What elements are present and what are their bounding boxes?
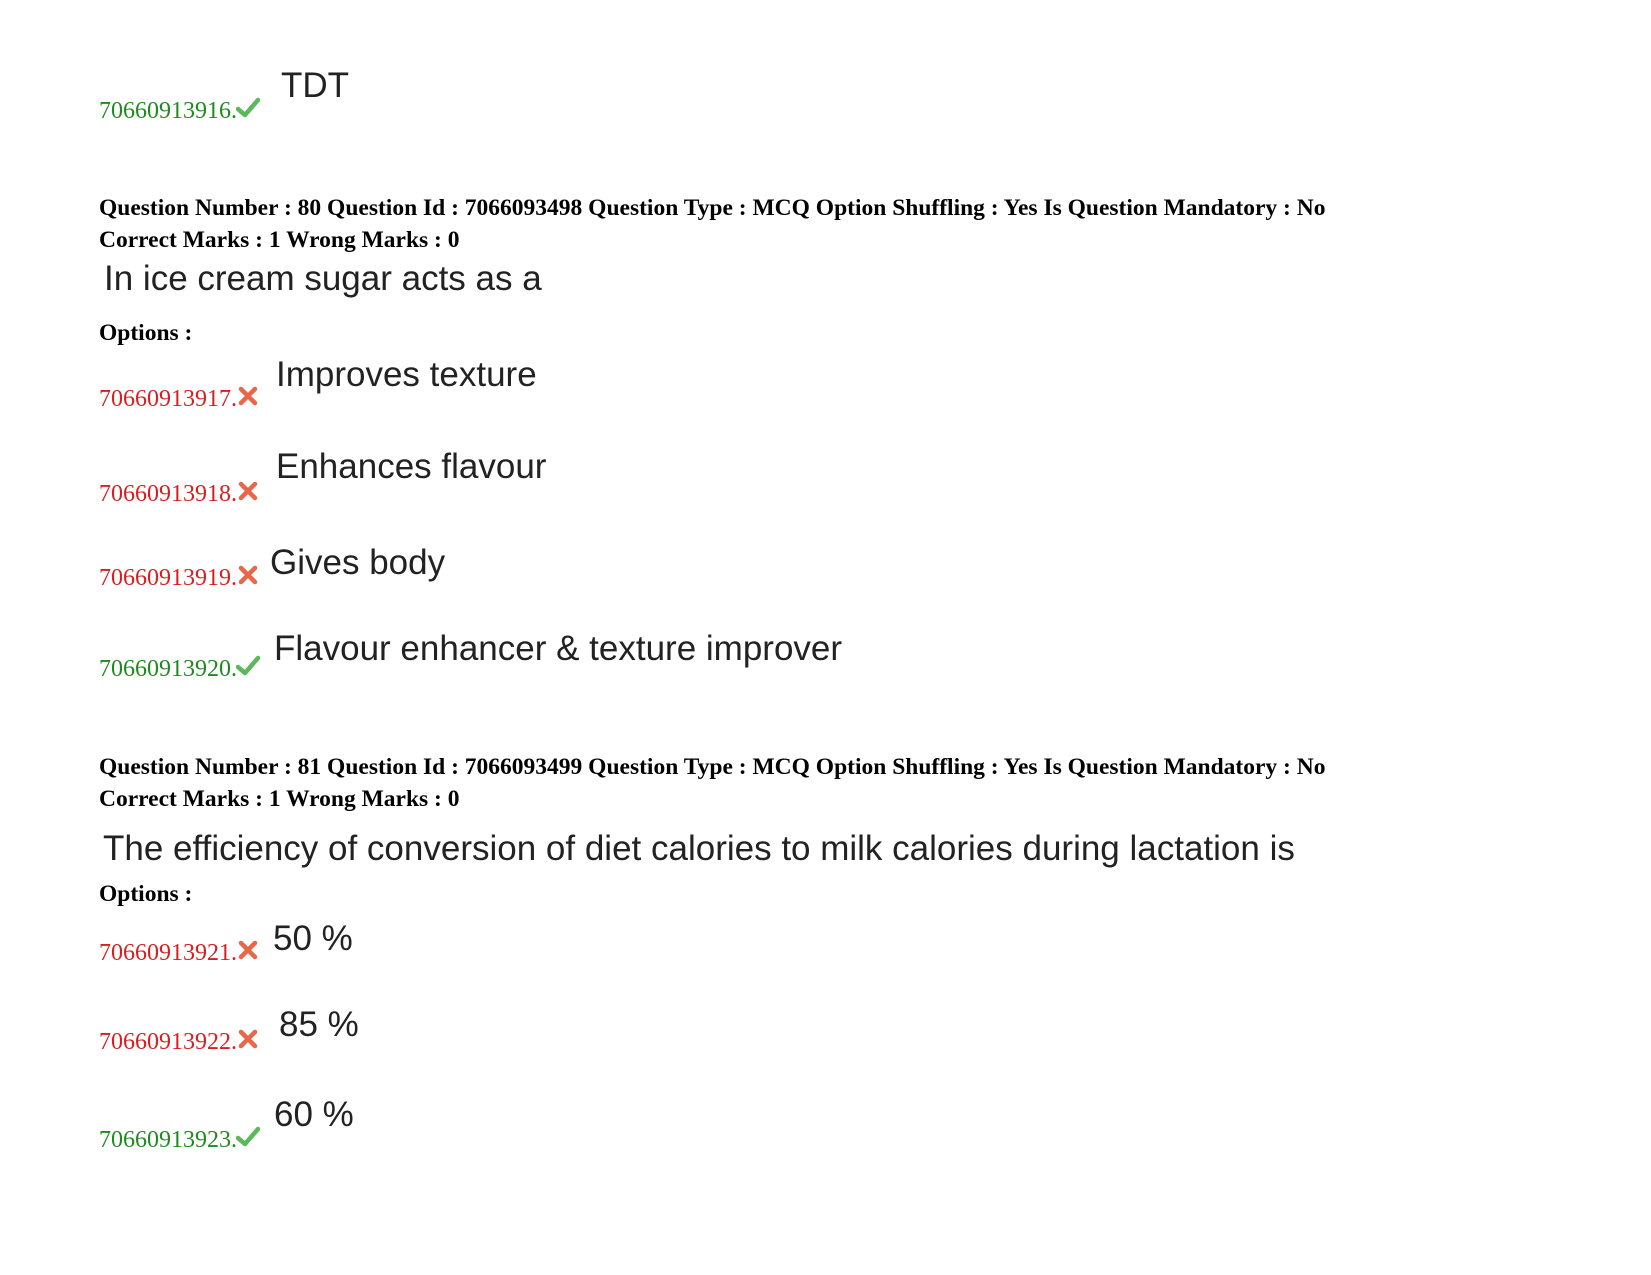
question-meta-line2: Correct Marks : 1 Wrong Marks : 0 — [99, 786, 460, 812]
question-text: In ice cream sugar acts as a — [104, 259, 542, 298]
option-number: 70660913916. — [99, 98, 237, 124]
check-icon — [236, 96, 260, 120]
option-number: 70660913918. — [99, 481, 237, 507]
option-number: 70660913922. — [99, 1029, 237, 1055]
option-text: Improves texture — [276, 355, 537, 394]
option-text: Enhances flavour — [276, 447, 547, 486]
check-icon — [236, 654, 260, 678]
question-meta-line1: Question Number : 80 Question Id : 7066093498 Question Type : MCQ Option Shuffling : Yes Is Question Mandatory : No — [99, 195, 1326, 221]
option-number: 70660913917. — [99, 386, 237, 412]
options-label: Options : — [99, 881, 193, 907]
cross-icon — [236, 384, 260, 408]
option-text: 50 % — [273, 919, 353, 958]
question-meta-line2: Correct Marks : 1 Wrong Marks : 0 — [99, 227, 460, 253]
question-text: The efficiency of conversion of diet calories to milk calories during lactation is — [103, 829, 1295, 868]
option-number: 70660913919. — [99, 565, 237, 591]
check-icon — [236, 1125, 260, 1149]
options-label: Options : — [99, 320, 193, 346]
cross-icon — [236, 479, 260, 503]
option-number: 70660913920. — [99, 656, 237, 682]
option-number: 70660913923. — [99, 1127, 237, 1153]
option-text: TDT — [281, 66, 350, 105]
option-text: Flavour enhancer & texture improver — [274, 629, 843, 668]
cross-icon — [236, 938, 260, 962]
option-text: 85 % — [279, 1005, 359, 1044]
question-meta-line1: Question Number : 81 Question Id : 7066093499 Question Type : MCQ Option Shuffling : Yes Is Question Mandatory : No — [99, 754, 1326, 780]
option-number: 70660913921. — [99, 940, 237, 966]
cross-icon — [236, 1027, 260, 1051]
option-text: 60 % — [274, 1095, 354, 1134]
option-text: Gives body — [270, 543, 446, 582]
cross-icon — [236, 563, 260, 587]
